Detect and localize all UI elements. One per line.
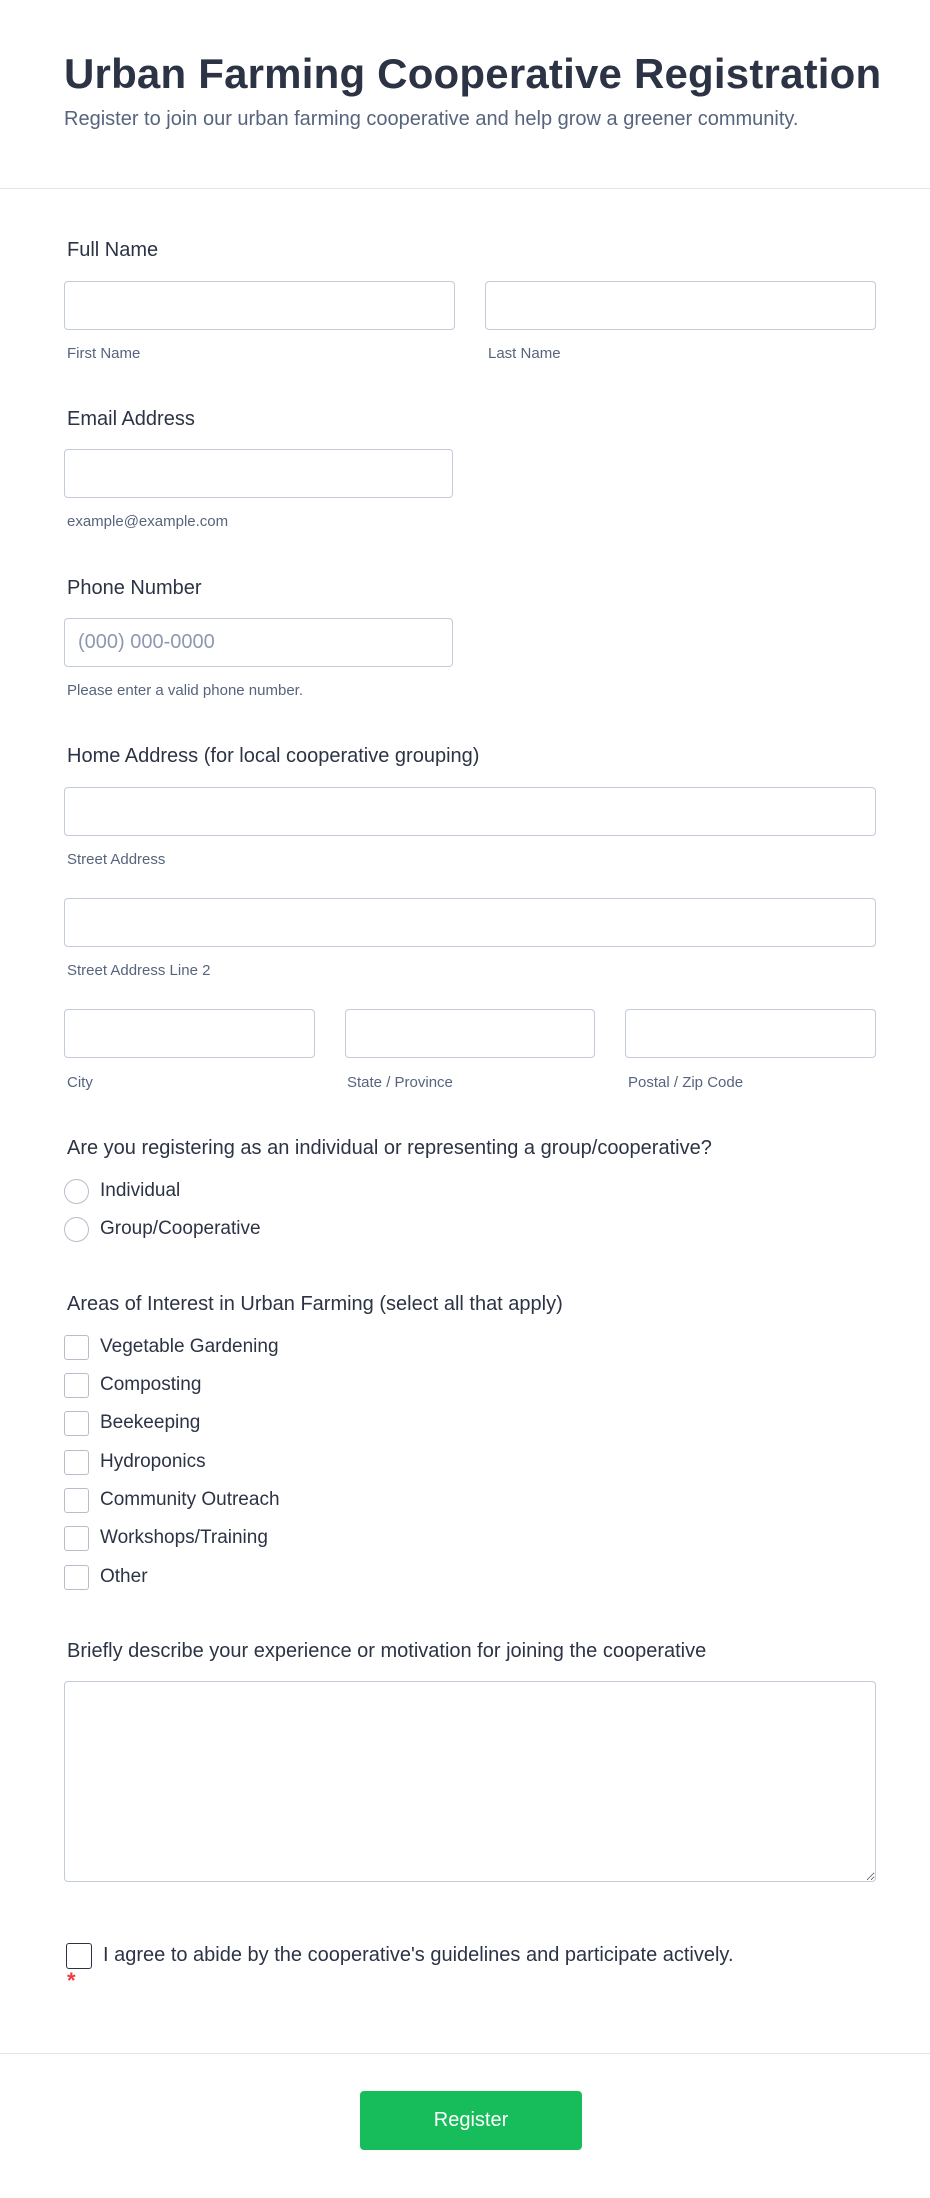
- checkbox[interactable]: [64, 1373, 89, 1398]
- radio-option-label: Group/Cooperative: [100, 1218, 261, 1239]
- interests-label: Areas of Interest in Urban Farming (select all that apply): [67, 1293, 563, 1315]
- phone-label: Phone Number: [67, 577, 202, 599]
- state-input[interactable]: [345, 1009, 595, 1058]
- phone-input[interactable]: [64, 618, 453, 667]
- radio-button[interactable]: [64, 1217, 89, 1242]
- checkbox[interactable]: [64, 1450, 89, 1475]
- checkbox-option-workshops-training[interactable]: [64, 1525, 268, 1551]
- last-name-sublabel: Last Name: [488, 345, 561, 362]
- city-input[interactable]: [64, 1009, 315, 1058]
- registration-type-label: Are you registering as an individual or representing a group/cooperative?: [67, 1137, 712, 1159]
- motivation-textarea[interactable]: [64, 1681, 876, 1882]
- checkbox-option-label: Workshops/Training: [100, 1527, 268, 1548]
- street-address-line2-input[interactable]: [64, 898, 876, 947]
- checkbox[interactable]: [64, 1488, 89, 1513]
- page-title: Urban Farming Cooperative Registration: [64, 50, 882, 97]
- register-button[interactable]: Register: [360, 2091, 582, 2150]
- street-address-line2-sublabel: Street Address Line 2: [67, 962, 211, 979]
- first-name-input[interactable]: [64, 281, 455, 330]
- agreement-checkbox[interactable]: [66, 1943, 92, 1969]
- zip-sublabel: Postal / Zip Code: [628, 1074, 744, 1091]
- form-header: [0, 0, 930, 189]
- email-label: Email Address: [67, 408, 195, 430]
- checkbox-option-label: Composting: [100, 1374, 202, 1395]
- required-asterisk: *: [67, 1968, 76, 1993]
- radio-option-individual[interactable]: [64, 1178, 180, 1204]
- checkbox-option-label: Community Outreach: [100, 1489, 280, 1510]
- page-subtitle: Register to join our urban farming cooperative and help grow a greener community.: [64, 108, 799, 130]
- radio-option-group[interactable]: [64, 1216, 261, 1242]
- radio-button[interactable]: [64, 1179, 89, 1204]
- motivation-label: Briefly describe your experience or motivation for joining the cooperative: [67, 1640, 707, 1662]
- checkbox[interactable]: [64, 1335, 89, 1360]
- phone-hint: Please enter a valid phone number.: [67, 682, 303, 699]
- first-name-sublabel: First Name: [67, 345, 141, 362]
- checkbox[interactable]: [64, 1565, 89, 1590]
- state-sublabel: State / Province: [347, 1074, 453, 1091]
- checkbox[interactable]: [64, 1411, 89, 1436]
- email-hint: example@example.com: [67, 513, 229, 530]
- zip-input[interactable]: [625, 1009, 876, 1058]
- city-sublabel: City: [67, 1074, 93, 1091]
- checkbox[interactable]: [64, 1526, 89, 1551]
- checkbox-option-beekeeping[interactable]: [64, 1410, 200, 1436]
- street-address-sublabel: Street Address: [67, 851, 166, 868]
- full-name-label: Full Name: [67, 239, 159, 261]
- checkbox-option-label: Hydroponics: [100, 1451, 206, 1472]
- last-name-input[interactable]: [485, 281, 876, 330]
- checkbox-option-label: Other: [100, 1566, 148, 1587]
- checkbox-option-label: Vegetable Gardening: [100, 1336, 279, 1357]
- checkbox-option-other[interactable]: [64, 1564, 148, 1590]
- street-address-input[interactable]: [64, 787, 876, 836]
- agreement-label: I agree to abide by the cooperative's guidelines and participate actively.: [103, 1944, 734, 1966]
- checkbox-option-hydroponics[interactable]: [64, 1449, 206, 1475]
- checkbox-option-composting[interactable]: [64, 1372, 201, 1398]
- checkbox-option-community-outreach[interactable]: [64, 1487, 280, 1513]
- address-label: Home Address (for local cooperative grouping): [67, 745, 480, 767]
- email-input[interactable]: [64, 449, 453, 498]
- radio-option-label: Individual: [100, 1180, 181, 1201]
- checkbox-option-vegetable-gardening[interactable]: [64, 1334, 279, 1360]
- checkbox-option-label: Beekeeping: [100, 1412, 201, 1433]
